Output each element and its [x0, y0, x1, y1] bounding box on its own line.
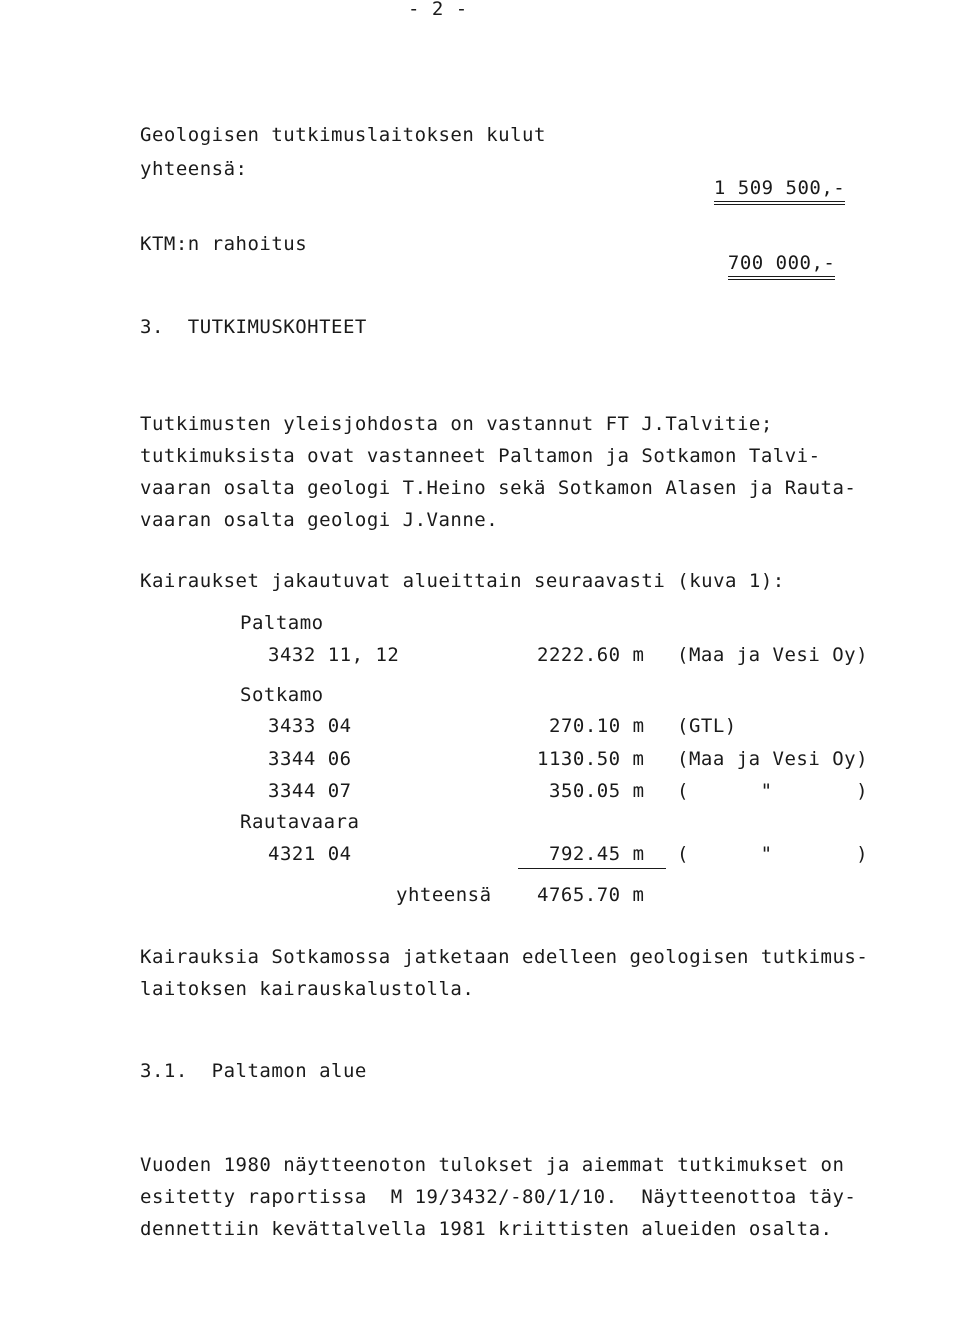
drill-id: 4321 04	[268, 843, 352, 865]
section-3-1-paragraph-line: dennettiin kevättalvella 1981 kriittisten alueiden osalta.	[140, 1218, 833, 1240]
drill-id: 3432 11, 12	[268, 644, 400, 666]
drilling-intro: Kairaukset jakautuvat alueittain seuraavasti (kuva 1):	[140, 570, 785, 592]
area-name-sotkamo: Sotkamo	[240, 684, 324, 706]
drill-id: 3344 07	[268, 780, 352, 802]
continuation-line: Kairauksia Sotkamossa jatketaan edelleen geologisen tutkimus-	[140, 946, 869, 968]
section-3-1-heading: 3.1. Paltamon alue	[140, 1060, 367, 1082]
drill-source: ( " )	[677, 843, 869, 865]
drill-id: 3344 06	[268, 748, 352, 770]
section-3-paragraph-line: vaaran osalta geologi T.Heino sekä Sotkamon Alasen ja Rauta-	[140, 477, 857, 499]
total-label: yhteensä	[396, 884, 492, 906]
drill-length: 270.10 m	[549, 715, 645, 737]
ktm-label: KTM:n rahoitus	[140, 233, 308, 255]
section-3-heading: 3. TUTKIMUSKOHTEET	[140, 316, 367, 338]
continuation-line: laitoksen kairauskalustolla.	[140, 978, 475, 1000]
drill-source: (Maa ja Vesi Oy)	[677, 644, 869, 666]
ktm-amount: 700 000,-	[728, 252, 835, 280]
drill-length: 2222.60 m	[537, 644, 645, 666]
costs-line1: Geologisen tutkimuslaitoksen kulut	[140, 124, 546, 146]
drill-id: 3433 04	[268, 715, 352, 737]
section-3-1-paragraph-line: esitetty raportissa M 19/3432/-80/1/10. Näytteenottoa täy-	[140, 1186, 857, 1208]
drill-source: (Maa ja Vesi Oy)	[677, 748, 869, 770]
sum-rule	[518, 868, 666, 869]
drill-source: ( " )	[677, 780, 869, 802]
section-3-paragraph-line: Tutkimusten yleisjohdosta on vastannut FT J.Talvitie;	[140, 413, 773, 435]
costs-total-amount: 1 509 500,-	[714, 177, 845, 205]
costs-total-label: yhteensä:	[140, 158, 248, 180]
costs-total-value	[690, 160, 845, 198]
section-3-1-paragraph-line: Vuoden 1980 näytteenoton tulokset ja aiemmat tutkimukset on	[140, 1154, 845, 1176]
total-value: 4765.70 m	[537, 884, 645, 906]
section-3-paragraph-line: tutkimuksista ovat vastanneet Paltamon ja Sotkamon Talvi-	[140, 445, 821, 467]
drill-length: 792.45 m	[549, 843, 645, 865]
area-name-rautavaara: Rautavaara	[240, 811, 360, 833]
drill-length: 350.05 m	[549, 780, 645, 802]
page-number: - 2 -	[408, 0, 468, 20]
section-3-paragraph-line: vaaran osalta geologi J.Vanne.	[140, 509, 499, 531]
drill-source: (GTL)	[677, 715, 737, 737]
area-name-paltamo: Paltamo	[240, 612, 324, 634]
ktm-value	[704, 235, 835, 273]
drill-length: 1130.50 m	[537, 748, 645, 770]
